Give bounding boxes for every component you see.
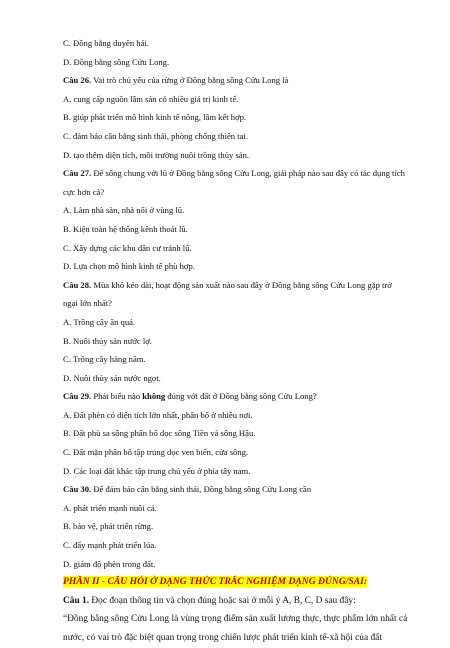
question-text: Để sống chung với lũ ở Đồng bằng sông Cửu Long, giải pháp nào sau đây có tác dụng tích cực hơn cả? (63, 168, 405, 197)
option-line: B. bảo vệ, phát triển rừng. (63, 521, 154, 532)
option-line: A. Đất phèn có diện tích lớn nhất, phân bố ở nhiều nơi. (63, 409, 253, 420)
part2-question-1 (63, 592, 408, 611)
section-heading (63, 573, 408, 592)
question-text: Mùa khô kéo dài, hoạt động sản xuất nào sau đây ở Đồng bằng sông Cửu Long gặp trở ngại lớn nhất? (63, 279, 392, 309)
option-line: C. Đất mặn phân bố tập trung dọc ven biển, cửa sông. (63, 447, 249, 458)
option-line: A. Làm nhà sàn, nhà nổi ở vùng lũ. (63, 205, 185, 216)
quote-paragraph: “Đồng bằng sông Cửu Long là vùng trọng điểm sản xuất lương thực, thực phẩm lớn nhất cả nước, có vai trò đặc biệt quan trọng trong chiến lược phát triển kinh tế-xã hội của đất (63, 614, 408, 643)
question-text: Để đảm bảo cân bằng sinh thái, Đồng bằng sông Cửu Long cần (91, 484, 312, 495)
option-line: C. Xây dựng các khu dân cư tránh lũ. (63, 242, 192, 253)
section-title: PHẦN II - CÂU HỎI Ở DẠNG THỨC TRẮC NGHIỆM DẠNG ĐÚNG/SAI: (63, 576, 368, 588)
question-number: Câu 1. (63, 595, 90, 606)
question-text: Đọc đoạn thông tin và chọn đúng hoặc sai ở mỗi ý A, B, C, D sau đây: (89, 595, 356, 606)
option-line: B. giúp phát triển mô hình kinh tế nông, lâm kết hợp. (63, 112, 247, 123)
option-line: D. giảm độ phèn trong đất. (63, 558, 156, 569)
option-line: C. đẩy mạnh phát triển lúa. (63, 540, 157, 551)
question-number: Câu 29. (63, 391, 92, 402)
question-number: Câu 26. (63, 75, 92, 86)
question-number: Câu 28. (63, 279, 92, 290)
option-line: D. Lựa chọn mô hình kinh tế phù hợp. (63, 261, 195, 272)
question-number: Câu 27. (63, 168, 92, 179)
option-line: A. phát triển mạnh nuôi cá. (63, 502, 157, 513)
question-29 (63, 387, 408, 406)
option-line: B. Kiện toàn hệ thống kênh thoát lũ. (63, 223, 188, 234)
option-line: D. Các loại đất khác tập trung chủ yếu ở phía tây nam. (63, 465, 251, 476)
question-number: Câu 30. (63, 484, 92, 495)
question-text: đúng với đất ở Đồng bằng sông Cửu Long? (165, 391, 317, 402)
option-line: C. Trồng cây hàng năm. (63, 354, 146, 365)
option-line: D. Nuôi thủy sản nước ngọt. (63, 372, 161, 383)
question-27 (63, 164, 408, 201)
question-28 (63, 276, 408, 313)
option-line: C. đảm bảo cân bằng sinh thái, phòng chống thiên tai. (63, 130, 248, 141)
option-line: B. Nuôi thủy sản nước lợ. (63, 335, 152, 346)
option-line: D. tạo thêm diện tích, môi trường nuôi trồng thủy sản. (63, 149, 250, 160)
option-line: A. cung cấp nguồn lâm sản có nhiều giá trị kinh tế. (63, 93, 239, 104)
question-30 (63, 480, 408, 499)
question-text: Phát biểu nào (91, 391, 143, 402)
emphasis-word: không (142, 391, 166, 402)
option-line: A. Trồng cây ăn quả. (63, 316, 136, 327)
option-line: B. Đất phù sa sông phân bố dọc sông Tiền và sông Hậu. (63, 428, 256, 439)
option-line: C. Đồng bằng duyên hải. (63, 38, 149, 48)
question-26 (63, 71, 408, 90)
option-line: D. Đồng bằng sông Cửu Long. (63, 56, 170, 67)
question-text: Vai trò chủ yếu của rừng ở Đồng bằng sông Cửu Long là (91, 75, 289, 86)
